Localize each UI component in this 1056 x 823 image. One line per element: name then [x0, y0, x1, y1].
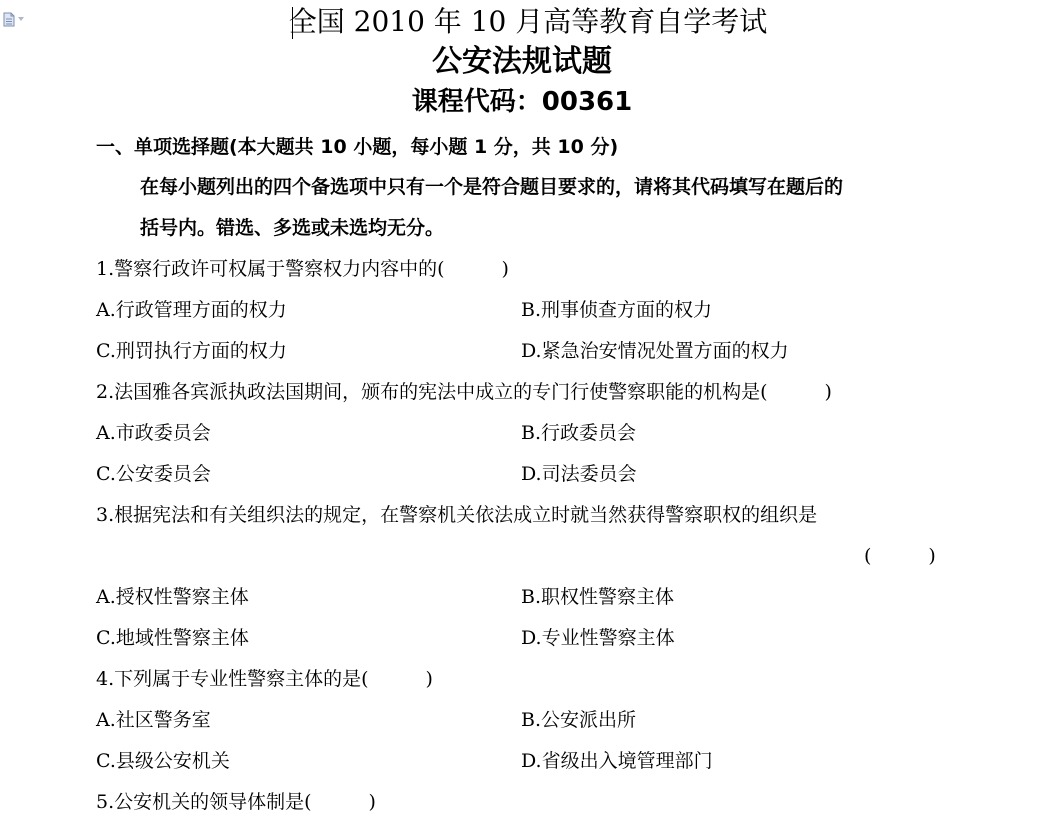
course-code: 课程代码：00361: [411, 87, 633, 117]
section-heading: 一、单项选择题(本大题共 10 小题，每小题 1 分，共 10 分): [96, 136, 619, 158]
question-4-option-d: D.省级出入境管理部门: [521, 750, 713, 772]
subject-title: 公安法规试题: [432, 44, 612, 79]
question-2-option-b: B.行政委员会: [521, 422, 637, 444]
question-4-option-c: C.县级公安机关: [96, 750, 230, 772]
question-1-stem: 1.警察行政许可权属于警察权力内容中的( ): [96, 258, 509, 280]
question-4-option-a: A.社区警务室: [96, 709, 211, 731]
question-1-option-b: B.刑事侦查方面的权力: [521, 299, 713, 321]
instruction-line-1: 在每小题列出的四个备选项中只有一个是符合题目要求的，请将其代码填写在题后的: [140, 176, 844, 198]
question-2-option-d: D.司法委员会: [521, 463, 637, 485]
question-5-stem: 5.公安机关的领导体制是( ): [96, 791, 376, 813]
question-1-option-a: A.行政管理方面的权力: [96, 299, 287, 321]
instruction-line-2: 括号内。错选、多选或未选均无分。: [140, 217, 445, 239]
question-3-option-b: B.职权性警察主体: [521, 586, 675, 608]
question-4-stem: 4.下列属于专业性警察主体的是( ): [96, 668, 433, 690]
question-3-answer-bracket: ( ): [864, 545, 936, 567]
question-4-option-b: B.公安派出所: [521, 709, 637, 731]
question-2-stem: 2.法国雅各宾派执政法国期间，颁布的宪法中成立的专门行使警察职能的机构是( ): [96, 381, 832, 403]
question-3-option-c: C.地域性警察主体: [96, 627, 249, 649]
question-3-stem: 3.根据宪法和有关组织法的规定，在警察机关依法成立时就当然获得警察职权的组织是: [96, 504, 818, 526]
question-1-option-d: D.紧急治安情况处置方面的权力: [521, 340, 789, 362]
question-2-option-a: A.市政委员会: [96, 422, 211, 444]
exam-title: 全国 2010 年 10 月高等教育自学考试: [288, 5, 768, 38]
question-3-option-a: A.授权性警察主体: [96, 586, 249, 608]
question-3-option-d: D.专业性警察主体: [521, 627, 675, 649]
question-2-option-c: C.公安委员会: [96, 463, 211, 485]
question-1-option-c: C.刑罚执行方面的权力: [96, 340, 287, 362]
